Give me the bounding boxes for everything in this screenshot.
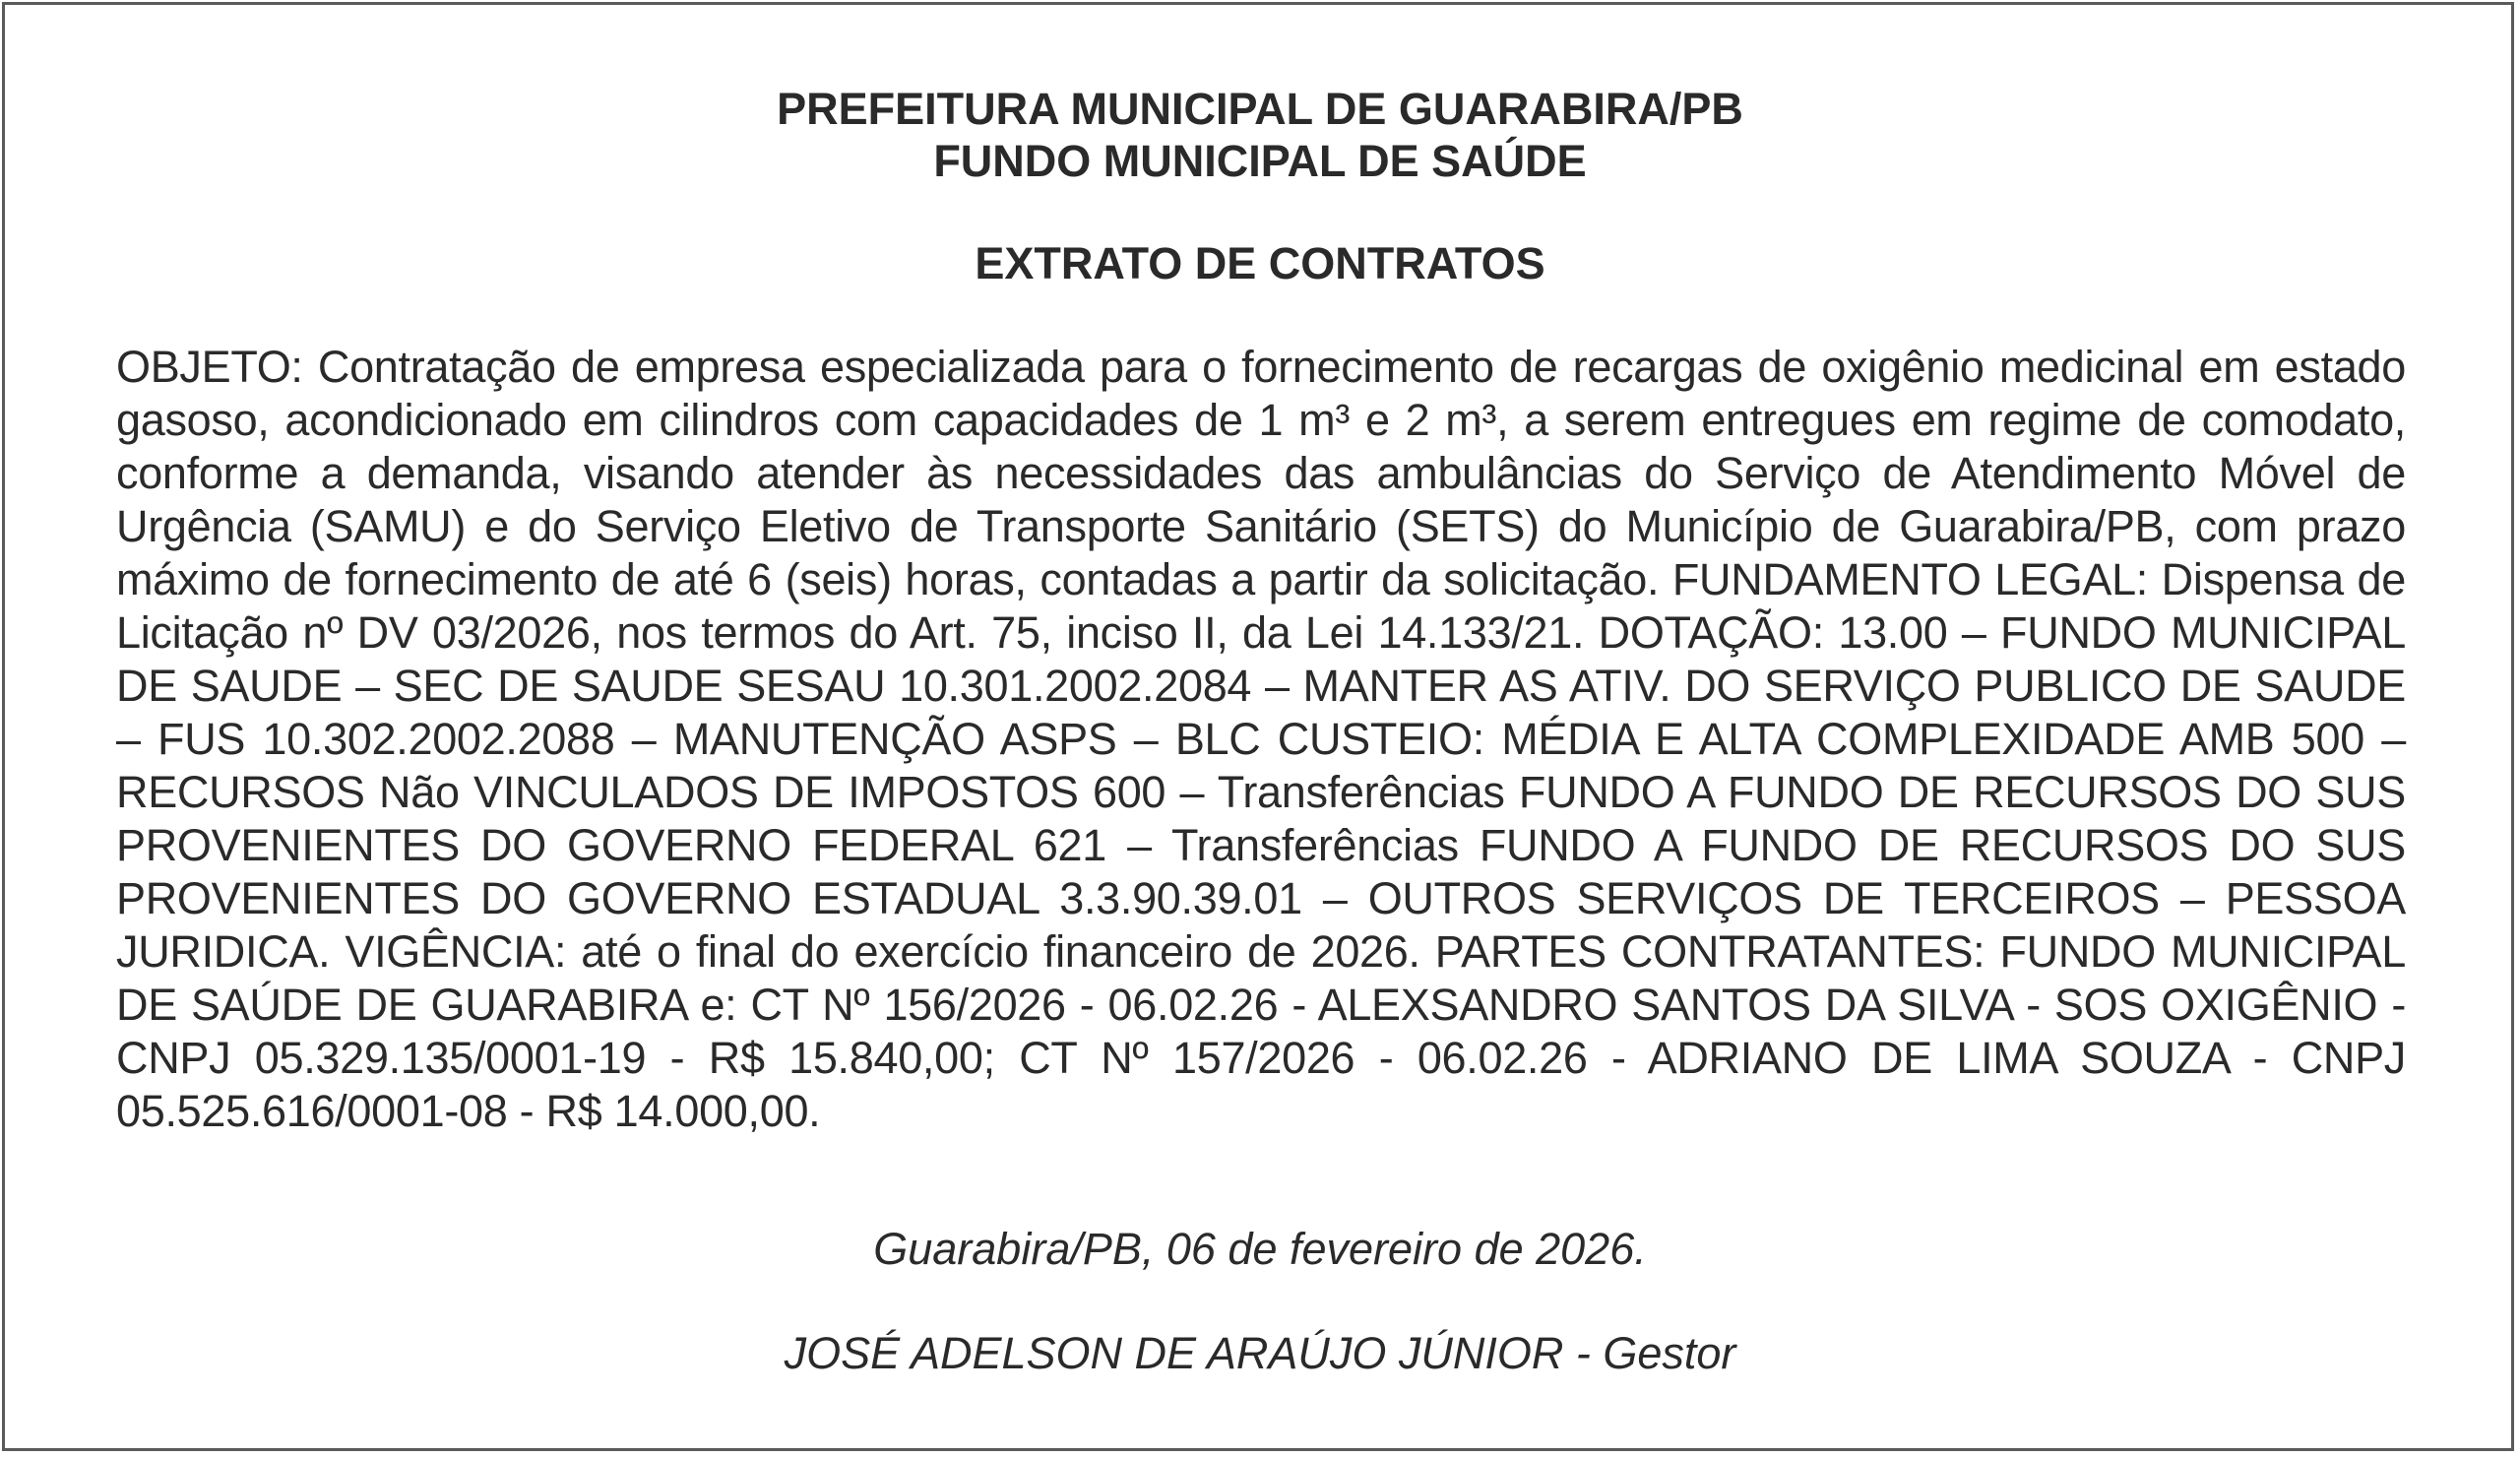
signatory: JOSÉ ADELSON DE ARAÚJO JÚNIOR - Gestor	[784, 1328, 1736, 1378]
document-title: EXTRATO DE CONTRATOS	[975, 238, 1545, 288]
issuer-title: PREFEITURA MUNICIPAL DE GUARABIRA/PB	[777, 84, 1743, 134]
issuer-subtitle: FUNDO MUNICIPAL DE SAÚDE	[933, 136, 1587, 186]
contract-extract-body: OBJETO: Contratação de empresa especializada para o fornecimento de recargas de oxigênio medicinal em estado gasoso, acondicionado em cilindros com capacidades de 1 m³ e 2 m³, a serem entregues em regime de comodato, conforme a demanda, visando atender às necessidades das ambulâncias do Serviço de Atendimento Móvel de Urgência (SAMU) e do Serviço Eletivo de Transporte Sanitário (SETS) do Município de Guarabira/PB, com prazo máximo de fornecimento de até 6 (seis) horas, contadas a partir da solicitação. FUNDAMENTO LEGAL: Dispensa de Licitação nº DV 03/2026, nos termos do Art. 75, inciso II, da Lei 14.133/21. DOTAÇÃO: 13.00 – FUNDO MUNICIPAL DE SAUDE – SEC DE SAUDE SESAU 10.301.2002.2084 – MANTER AS ATIV. DO SERVIÇO PUBLICO DE SAUDE – FUS 10.302.2002.2088 – MANUTENÇÃO ASPS – BLC CUSTEIO: MÉDIA E ALTA COMPLEXIDADE AMB 500 – RECURSOS Não VINCULADOS DE IMPOSTOS 600 – Transferências FUNDO A FUNDO DE RECURSOS DO SUS PROVENIENTES DO GOVERNO FEDERAL 621 – Transferências FUNDO A FUNDO DE RECURSOS DO SUS PROVENIENTES DO GOVERNO ESTADUAL 3.3.90.39.01 – OUTROS SERVIÇOS DE TERCEIROS – PESSOA JURIDICA. VIGÊNCIA: até o final do exercício financeiro de 2026. PARTES CONTRATANTES: FUNDO MUNICIPAL DE SAÚDE DE GUARABIRA e: CT Nº 156/2026 - 06.02.26 - ALEXSANDRO SANTOS DA SILVA - SOS OXIGÊNIO - CNPJ 05.329.135/0001-19 - R$ 15.840,00; CT Nº 157/2026 - 06.02.26 - ADRIANO DE LIMA SOUZA - CNPJ 05.525.616/0001-08 - R$ 14.000,00.	[116, 342, 2406, 1136]
place-and-date: Guarabira/PB, 06 de fevereiro de 2026.	[873, 1224, 1647, 1274]
